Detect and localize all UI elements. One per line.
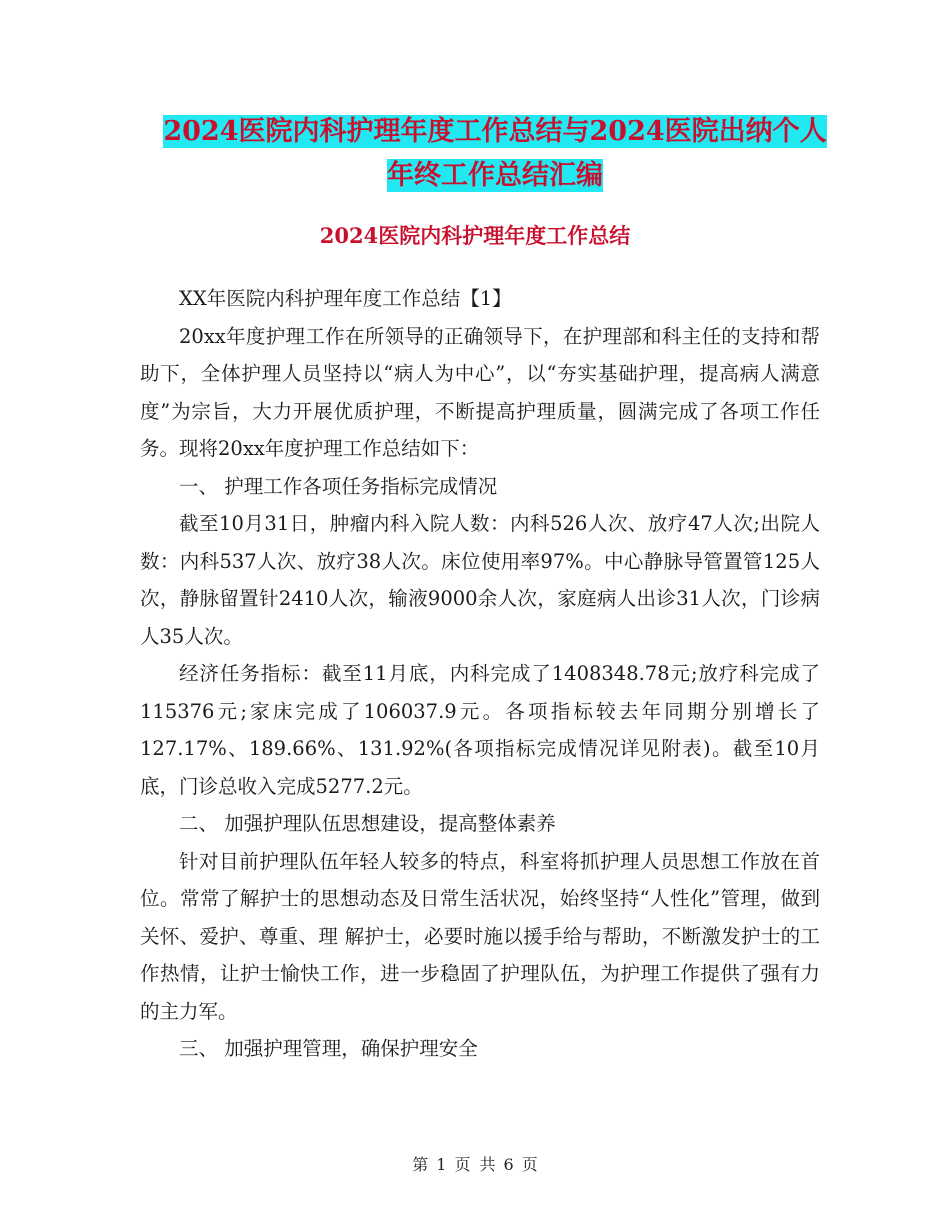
paragraph-team: 针对目前护理队伍年轻人较多的特点，科室将抓护理人员思想工作放在首位。常常了解护士的思想动态及日常生活状况，始终坚持“人性化”管理，做到关怀、爱护、尊重、理 解护士，必要时施以援手给与帮助，不断激发护士的工作热情，让护士愉快工作，进一步稳固了护理队伍，为护理工作提供了强有力的主力军。: [140, 849, 820, 1023]
heading-section-1: 一、 护理工作各项任务指标完成情况: [179, 474, 498, 498]
footer-label-mid: 页 共: [454, 1155, 496, 1174]
footer-page-total: 6: [503, 1155, 514, 1174]
title-highlight-2: 年终工作总结汇编: [387, 160, 603, 191]
heading-section-3: 三、 加强护理管理，确保护理安全: [179, 1037, 478, 1060]
heading-section-2: 二、 加强护理队伍思想建设，提高整体素养: [179, 812, 556, 835]
footer-label-pre: 第: [412, 1155, 429, 1174]
page-footer: [0, 1152, 950, 1175]
paragraph-economic: 经济任务指标：截至11月底，内科完成了1408348.78元;放疗科完成了115376元;家床完成了106037.9元。各项指标较去年同期分别增长了127.17%、189.66%、131.92%(各项指标完成情况详见附表)。截至10月底，门诊总收入完成5277.2元。: [140, 662, 820, 798]
footer-label-post: 页: [521, 1155, 538, 1174]
title-highlight-1: 2024医院内科护理年度工作总结与2024医院出纳个人: [163, 116, 827, 147]
paragraph-intro: 20xx年度护理工作在所领导的正确领导下，在护理部和科主任的支持和帮助下，全体护理人员坚持以“病人为中心”，以“夯实基础护理，提高病人满意度”为宗旨，大力开展优质护理，不断提高护理质量，圆满完成了各项工作任务。现将20xx年度护理工作总结如下：: [140, 324, 820, 460]
document-title-line-1: [140, 110, 850, 153]
document-body: [140, 280, 820, 1068]
footer-page-current: 1: [436, 1155, 447, 1174]
section-title: 2024医院内科护理年度工作总结: [319, 223, 631, 248]
paragraph-statistics: 截至10月31日，肿瘤内科入院人数：内科526人次、放疗47人次;出院人数：内科537人次、放疗38人次。床位使用率97%。中心静脉导管置管125人次，静脉留置针2410人次，输液9000余人次，家庭病人出诊31人次，门诊病人35人次。: [140, 512, 820, 648]
document-title-line-2: [140, 154, 850, 197]
paragraph-subtitle: XX年医院内科护理年度工作总结【1】: [179, 287, 512, 310]
